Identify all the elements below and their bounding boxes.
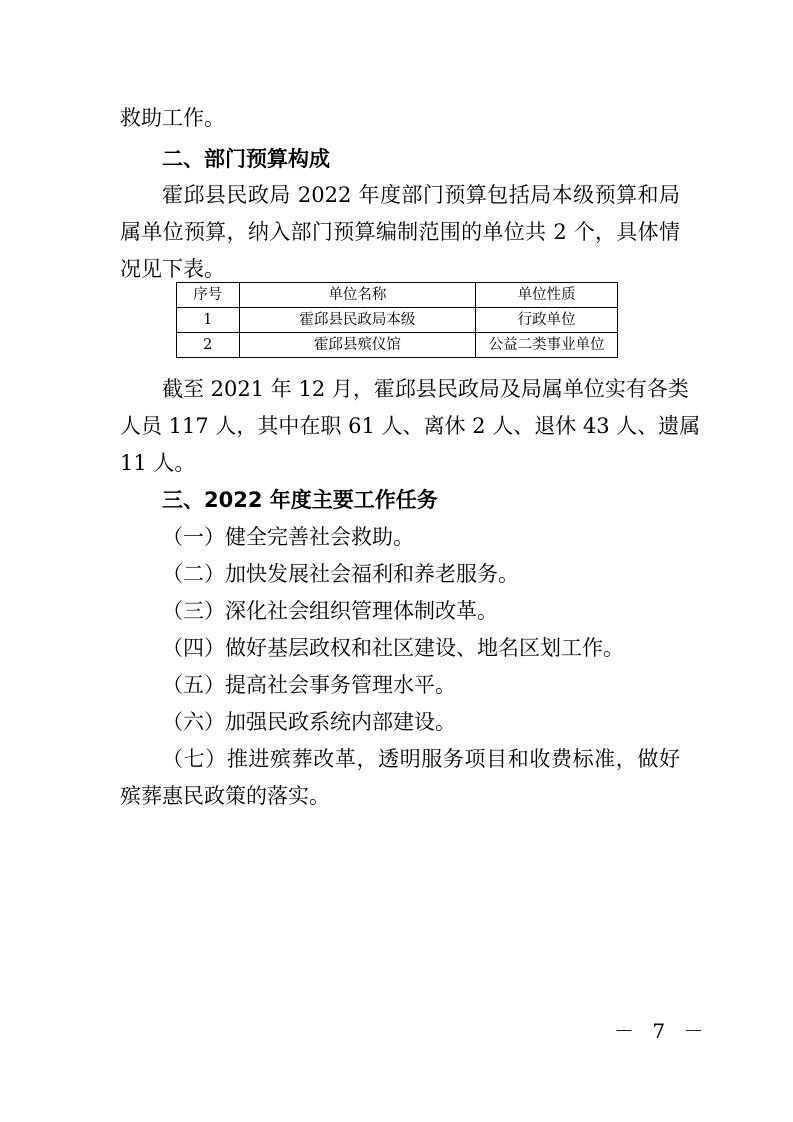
paragraph-line: 救助工作。: [120, 106, 225, 130]
table-cell: 行政单位: [476, 308, 618, 333]
paragraph-line: 截至 2021 年 12 月，霍邱县民政局及局属单位实有各类: [162, 377, 689, 401]
section-heading: 二、部门预算构成: [162, 147, 330, 171]
table-row: [177, 308, 618, 333]
task-item: （四）做好基层政权和社区建设、地名区划工作。: [162, 636, 624, 660]
task-item: （六）加强民政系统内部建设。: [162, 710, 456, 734]
paragraph-line: 况见下表。: [120, 257, 225, 281]
paragraph-line: 人员 117 人，其中在职 61 人、离休 2 人、退休 43 人、遗属: [120, 414, 701, 438]
task-item: （三）深化社会组织管理体制改革。: [162, 599, 498, 623]
table-header-row: [177, 283, 618, 308]
task-item: （五）提高社会事务管理水平。: [162, 673, 456, 697]
paragraph-line: 属单位预算，纳入部门预算编制范围的单位共 2 个，具体情: [120, 220, 680, 244]
task-item: （二）加快发展社会福利和养老服务。: [162, 562, 519, 586]
task-item: （一）健全完善社会救助。: [162, 525, 414, 549]
table-cell: 霍邱县民政局本级: [239, 308, 476, 333]
table-cell: 2: [177, 333, 240, 358]
table-header-cell: 序号: [177, 283, 240, 308]
paragraph-line: 霍邱县民政局 2022 年度部门预算包括局本级预算和局: [162, 183, 680, 207]
unit-table: [176, 282, 618, 358]
table-header-cell: 单位名称: [239, 283, 476, 308]
table-row: [177, 333, 618, 358]
table-header-cell: 单位性质: [476, 283, 618, 308]
task-item: 殡葬惠民政策的落实。: [120, 784, 330, 808]
table-cell: 公益二类事业单位: [476, 333, 618, 358]
paragraph-line: 11 人。: [120, 451, 196, 475]
task-item: （七）推进殡葬改革，透明服务项目和收费标准，做好: [162, 747, 680, 771]
table-cell: 霍邱县殡仪馆: [239, 333, 476, 358]
table-cell: 1: [177, 308, 240, 333]
section-heading: 三、2022 年度主要工作任务: [162, 488, 438, 512]
page-number: － 7 －: [614, 1019, 710, 1043]
